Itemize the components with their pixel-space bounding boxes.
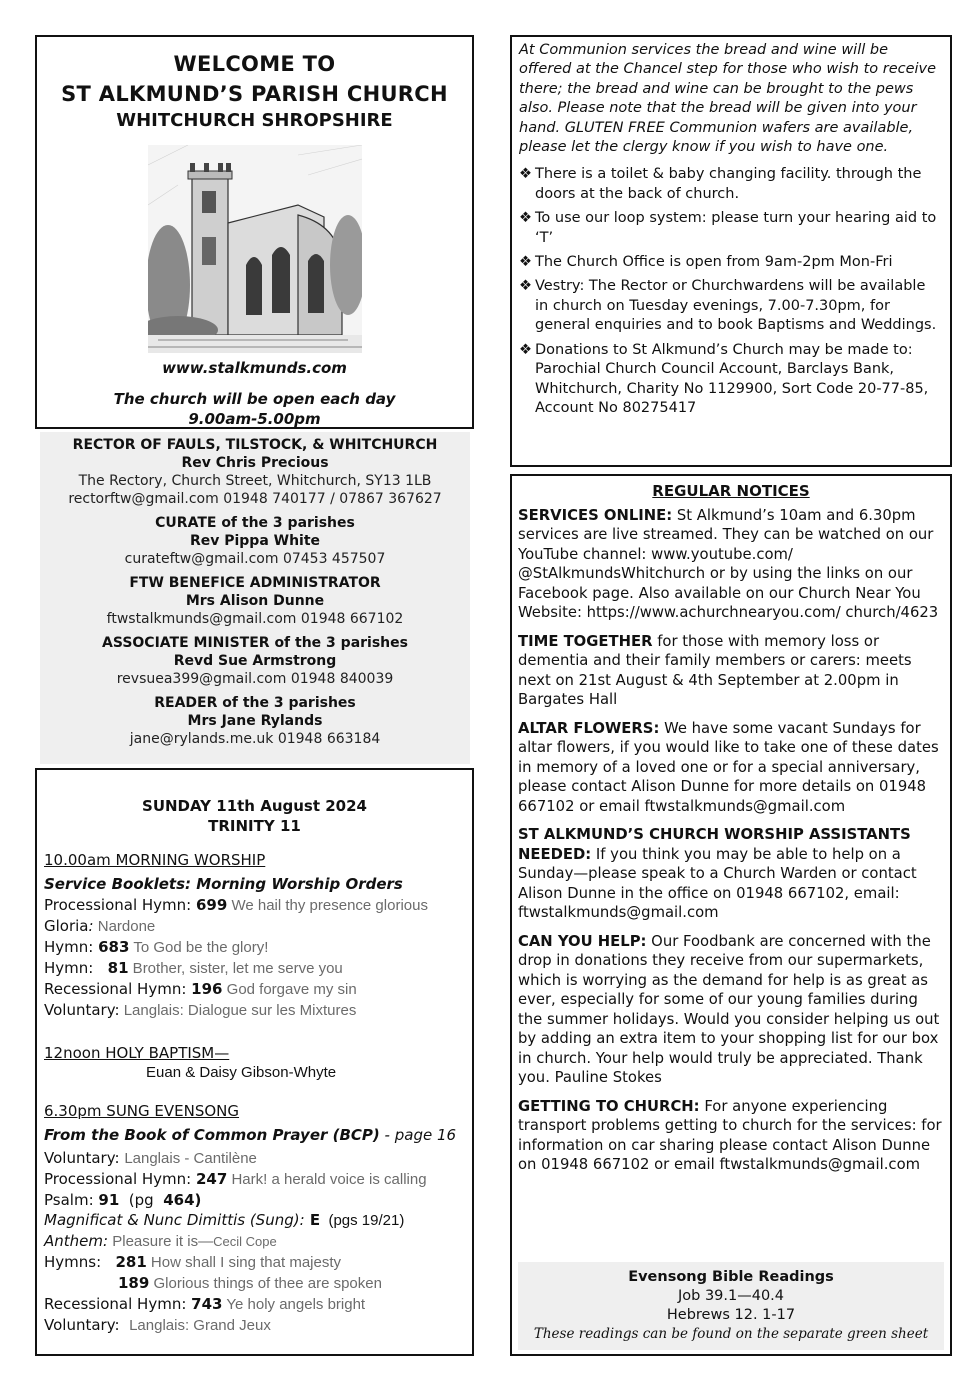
evensong-line: Hymns: 281 How shall I sing that majesty (44, 1253, 342, 1271)
website-url: www.stalkmunds.com (162, 359, 347, 377)
church-name: ST ALKMUND’S PARISH CHURCH (61, 82, 448, 106)
regular-notices-box (510, 474, 952, 1356)
list-item: ❖ The Church Office is open from 9am-2pm Mon-Fri (519, 253, 943, 272)
bullet-icon: ❖ (519, 254, 532, 271)
morning-line: Gloria: Nardone (44, 917, 156, 935)
reading-2: Hebrews 12. 1-17 (666, 1307, 796, 1323)
clergy-role: CURATE of the 3 parishes (155, 515, 355, 531)
clergy-contact: ftwstalkmunds@gmail.com 01948 667102 (106, 611, 404, 627)
morning-heading: 10.00am MORNING WORSHIP (44, 851, 266, 869)
info-list (519, 165, 943, 418)
evensong-book (44, 1124, 465, 1146)
bullet-icon: ❖ (519, 341, 532, 358)
notice-item: GETTING TO CHURCH: For anyone experiencing transport problems getting to church for the services: for information on car sharing please contact Alison Dunne on 01948 667102 or email ftwstalkmunds@gmail.com (518, 1097, 942, 1173)
clergy-name: Mrs Alison Dunne (185, 593, 325, 609)
evensong-line: Voluntary: Langlais - Cantilène (44, 1149, 257, 1167)
evensong-heading: 6.30pm SUNG EVENSONG (44, 1102, 240, 1120)
clergy-address: The Rectory, Church Street, Whitchurch, SY13 1LB (78, 473, 432, 489)
clergy-associate (40, 634, 470, 688)
morning-booklet: Service Booklets: Morning Worship Orders (44, 875, 403, 893)
opening-line: The church will be open each day (113, 390, 396, 408)
church-drawing (148, 145, 362, 353)
clergy-rector (40, 436, 470, 508)
clergy-name: Revd Sue Armstrong (173, 653, 337, 669)
clergy-contact: revsuea399@gmail.com 01948 840039 (116, 671, 394, 687)
clergy-reader (40, 694, 470, 748)
clergy-curate (40, 514, 470, 568)
list-item: ❖ To use our loop system: please turn your hearing aid to ‘T’ (519, 210, 937, 246)
reading-1: Job 39.1—40.4 (677, 1288, 785, 1304)
clergy-administrator (40, 574, 470, 628)
clergy-name: Rev Chris Precious (181, 455, 329, 471)
notice-item: CAN YOU HELP: Our Foodbank are concerned with the drop in donations they receive from our supermarkets, which is worrying as the demand for help is as great as ever, especially for some of our young families during the summer holidays. Would you consider helping us out by adding an extra item to your shopping list for our box in church. Your help would truly be appreciated. Thank you. Pauline Stokes (518, 932, 940, 1086)
clergy-contact: curateftw@gmail.com 07453 457507 (124, 551, 386, 567)
clergy-contact: jane@rylands.me.uk 01948 663184 (129, 731, 381, 747)
clergy-name: Mrs Jane Rylands (187, 713, 323, 729)
list-item: ❖ Vestry: The Rector or Churchwardens will be available in church on Tuesday evenings, 7.00-7.30pm, for general enquiries and to book Baptisms and Weddings. (519, 278, 937, 334)
opening-text (37, 389, 472, 429)
clergy-panel (40, 432, 470, 764)
evensong-line: Processional Hymn: 247 Hark! a herald voice is calling (44, 1170, 427, 1188)
opening-hours: 9.00am-5.00pm (188, 410, 321, 428)
evensong-line: Psalm: 91 (pg 464) (44, 1191, 202, 1209)
notice-item: SERVICES ONLINE: St Alkmund’s 10am and 6.30pm services are live streamed. They can be watched on our YouTube channel: www.youtube.com/ @StAlkmundsWhitchurch or by using the links on our Facebook page. Also available on our Church Near You Website: https://www.achurchnearyou.com/ church/4623 (518, 506, 939, 621)
morning-line: Voluntary: Langlais: Dialogue sur les Mixtures (44, 1001, 357, 1019)
bullet-icon: ❖ (519, 210, 532, 227)
welcome-title: WELCOME TO (173, 52, 336, 76)
clergy-role: FTW BENEFICE ADMINISTRATOR (129, 575, 381, 591)
readings-note: These readings can be found on the separate green sheet (533, 1326, 929, 1342)
evensong-line: Recessional Hymn: 743 Ye holy angels bright (44, 1295, 366, 1313)
service-date (44, 796, 465, 836)
readings-title: Evensong Bible Readings (628, 1269, 834, 1285)
evensong-line: Anthem: Pleasure it is—Cecil Cope (44, 1232, 277, 1250)
list-item: ❖ Donations to St Alkmund’s Church may be made to: Parochial Church Council Account, Barclays Bank, Whitchurch, Charity No 1129900, Sort Code 20-77-85, Account No 80275417 (519, 341, 929, 416)
notice-item: ALTAR FLOWERS: We have some vacant Sundays for altar flowers, if you would like to take one of these dates in memory of a loved one or for a special anniversary, please contact Alison Dunne for more details on 01948 667102 or email ftwstalkmunds@gmail.com (518, 719, 939, 815)
sunday-services-box (35, 768, 474, 1356)
morning-line: Processional Hymn: 699 We hail thy presence glorious (44, 896, 428, 914)
church-location: WHITCHURCH SHROPSHIRE (116, 110, 393, 131)
notice-item: ST ALKMUND’S CHURCH WORSHIP ASSISTANTS NEEDED: If you think you may be able to help on a Sunday—please speak to a Church Warden or contact Alison Dunne in the office on 01948 667102, email: ftwstalkmunds@gmail.com (518, 826, 917, 921)
evensong-line: Magnificat & Nunc Dimittis (Sung): E (pgs 19/21) (44, 1211, 405, 1229)
morning-line: Hymn: 81 Brother, sister, let me serve you (44, 959, 343, 977)
communion-intro: At Communion services the bread and wine will be offered at the Chancel step for those who wish to receive there; the bread and wine can be brought to the pews also. Please note that the bread will be given into your hand. GLUTEN FREE Communion wafers are available, please let the clergy know if you wish to have one. (519, 42, 937, 156)
baptism-heading: 12noon HOLY BAPTISM— (44, 1044, 230, 1062)
morning-line: Recessional Hymn: 196 God forgave my sin (44, 980, 357, 998)
evensong-line: Voluntary: Langlais: Grand Jeux (44, 1316, 271, 1334)
communion-info-box (510, 35, 952, 467)
bullet-icon: ❖ (519, 166, 532, 183)
bullet-icon: ❖ (519, 278, 532, 295)
notice-item: TIME TOGETHER for those with memory loss or dementia and their family members or carers: meets next on 21st August & 4th September at 2.00pm in Bargates Hall (518, 632, 912, 708)
baptism-names: Euan & Daisy Gibson-Whyte (146, 1064, 337, 1081)
clergy-role: ASSOCIATE MINISTER of the 3 parishes (102, 635, 408, 651)
clergy-role: RECTOR OF FAULS, TILSTOCK, & WHITCHURCH (72, 437, 438, 453)
evensong-readings (518, 1262, 944, 1350)
notices-title: REGULAR NOTICES (652, 482, 810, 500)
evensong-book-title: From the Book of Common Prayer (BCP) (44, 1126, 380, 1144)
service-trinity: TRINITY 11 (208, 817, 301, 835)
clergy-role: READER of the 3 parishes (154, 695, 356, 711)
welcome-box (35, 35, 474, 429)
evensong-page: - page 16 (379, 1126, 457, 1144)
morning-line: Hymn: 683 To God be the glory! (44, 938, 269, 956)
service-date-line: SUNDAY 11th August 2024 (142, 797, 367, 815)
clergy-contact: rectorftw@gmail.com 01948 740177 / 07867 367627 (68, 491, 442, 507)
list-item: ❖ There is a toilet & baby changing facility. through the doors at the back of church. (519, 166, 922, 202)
evensong-line: 189 Glorious things of thee are spoken (118, 1274, 382, 1292)
clergy-name: Rev Pippa White (189, 533, 321, 549)
